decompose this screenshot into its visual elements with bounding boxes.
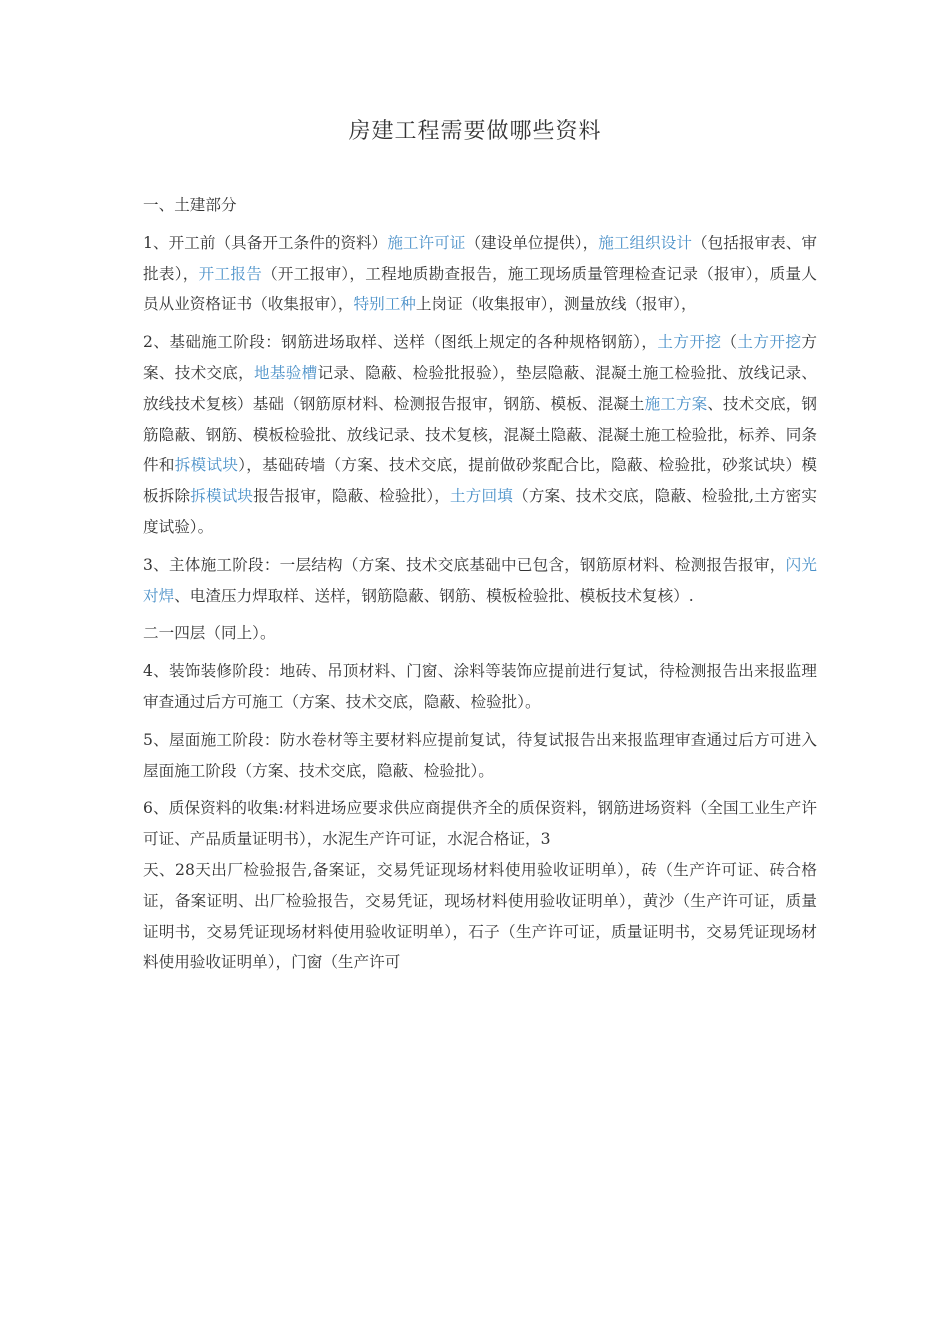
text-run: 、电渣压力焊取样、送样，钢筋隐蔽、钢筋、模板检验批、模板技术复核）. bbox=[174, 586, 694, 605]
paragraph-3 bbox=[143, 550, 817, 612]
text-run: 1、开工前（具备开工条件的资料） bbox=[143, 233, 388, 252]
paragraph-6b: 天、28天出厂检验报告,备案证，交易凭证现场材料使用验收证明单），砖（生产许可证、砖合格证，备案证明、出厂检验报告，交易凭证，现场材料使用验收证明单），黄沙（生产许可证，质量证明书，交易凭证现场材料使用验收证明单），石子（生产许可证，质量证明书，交易凭证现场材料使用验收证明单），门窗（生产许可 bbox=[143, 860, 817, 972]
paragraph-1 bbox=[143, 228, 817, 320]
inline-link[interactable]: 土方开挖 bbox=[737, 333, 802, 352]
text-run: （包括报审表、审批表）， bbox=[143, 233, 817, 283]
paragraph-5: 5、屋面施工阶段：防水卷材等主要材料应提前复试，待复试报告出来报监理审查通过后方可进入屋面施工阶段（方案、技术交底，隐蔽、检验批）。 bbox=[143, 730, 817, 780]
paragraph-3b: 二一四层（同上）。 bbox=[143, 624, 276, 643]
text-run: 3、主体施工阶段：一层结构（方案、技术交底基础中已包含，钢筋原材料、检测报告报审， bbox=[143, 555, 786, 574]
text-run: 报告报审，隐蔽、检验批）， bbox=[253, 487, 450, 506]
inline-link[interactable]: 施工组织设计 bbox=[598, 233, 693, 252]
inline-link[interactable]: 开工报告 bbox=[198, 264, 263, 283]
inline-link[interactable]: 拆模试块 bbox=[174, 456, 239, 475]
inline-link[interactable]: 土方回填 bbox=[450, 487, 513, 506]
document-body bbox=[143, 190, 817, 985]
text-run: 、技术交底，钢筋隐蔽、钢筋、模板检验批、放线记录、技术复核，混凝土隐蔽、混凝土施工检验批，标养、同条件和 bbox=[143, 394, 817, 475]
inline-link[interactable]: 施工方案 bbox=[644, 394, 708, 413]
text-run: 上岗证（收集报审），测量放线（报审）， bbox=[415, 295, 697, 314]
text-run: （建设单位提供）， bbox=[465, 233, 599, 252]
paragraph-2 bbox=[143, 327, 817, 543]
inline-link[interactable]: 闪光对焊 bbox=[143, 555, 817, 605]
page-title: 房建工程需要做哪些资料 bbox=[348, 119, 602, 144]
text-run: 方案、技术交底， bbox=[143, 333, 817, 382]
paragraph-6a: 6、质保资料的收集:材料进场应要求供应商提供齐全的质保资料，钢筋进场资料（全国工业生产许可证、产品质量证明书），水泥生产许可证，水泥合格证，3 bbox=[143, 799, 817, 849]
text-run: 2、基础施工阶段：钢筋进场取样、送样（图纸上规定的各种规格钢筋）， bbox=[143, 333, 658, 352]
section-heading: 一、土建部分 bbox=[143, 196, 237, 214]
text-run: （ bbox=[721, 333, 738, 352]
inline-link[interactable]: 土方开挖 bbox=[657, 333, 722, 352]
inline-link[interactable]: 地基验槽 bbox=[254, 363, 318, 382]
text-run: ），基础砖墙（方案、技术交底，提前做砂浆配合比，隐蔽、检验批，砂浆试块）模板拆除 bbox=[143, 456, 817, 506]
text-run: （方案、技术交底，隐蔽、检验批,土方密实度试验）。 bbox=[143, 487, 817, 536]
inline-link[interactable]: 施工许可证 bbox=[387, 233, 466, 252]
inline-link[interactable]: 拆模试块 bbox=[190, 487, 254, 506]
inline-link[interactable]: 特别工种 bbox=[353, 295, 416, 314]
paragraph-4: 4、装饰装修阶段：地砖、吊顶材料、门窗、涂料等装饰应提前进行复试，待检测报告出来报监理审查通过后方可施工（方案、技术交底，隐蔽、检验批）。 bbox=[143, 662, 817, 711]
text-run: 记录、隐蔽、检验批报验），垫层隐蔽、混凝土施工检验批、放线记录、放线技术复核）基础（钢筋原材料、检测报告报审，钢筋、模板、混凝土 bbox=[143, 363, 817, 413]
text-run: （开工报审），工程地质勘查报告，施工现场质量管理检查记录（报审），质量人员从业资格证书（收集报审）， bbox=[143, 264, 817, 314]
